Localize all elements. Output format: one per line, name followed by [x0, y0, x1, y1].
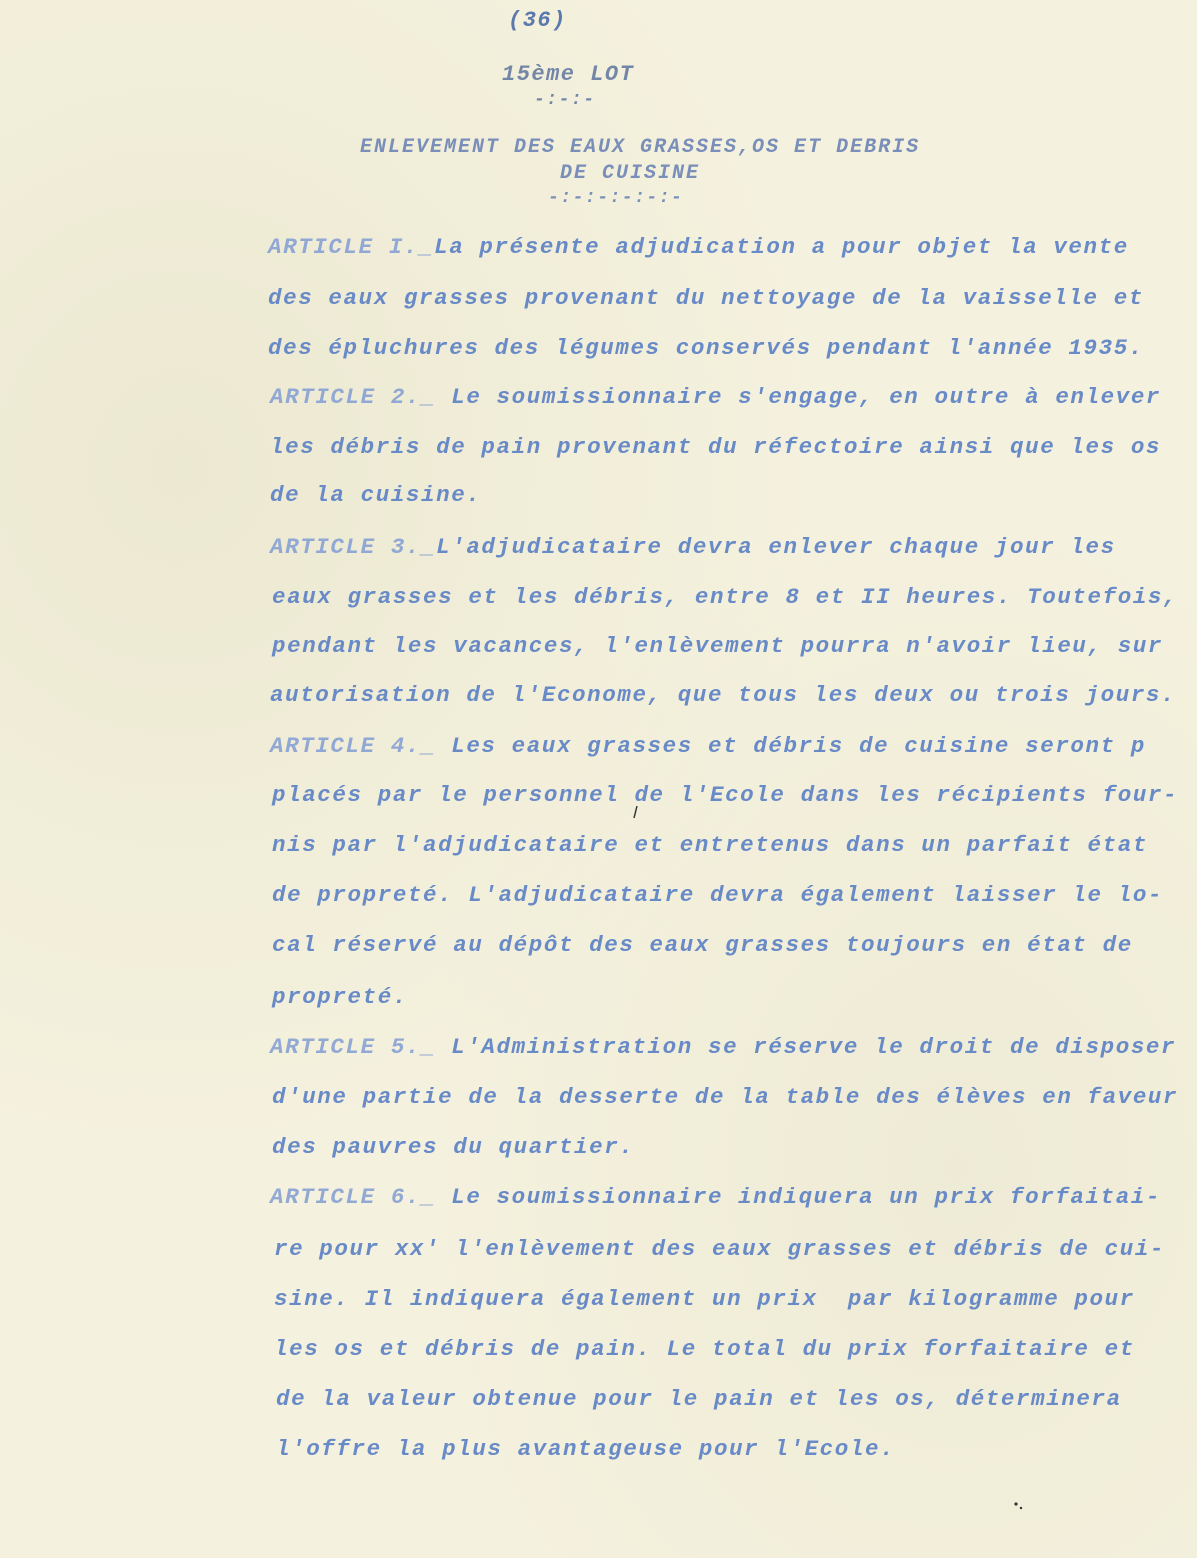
article-6-line-2: re pour xx' l'enlèvement des eaux grasses et débris de cui- — [274, 1236, 1166, 1262]
ink-speck-1 — [634, 806, 637, 818]
article-3-line-2: eaux grasses et les débris, entre 8 et II heures. Toutefois, — [272, 584, 1179, 610]
article-1-line-2: des eaux grasses provenant du nettoyage de la vaisselle et — [268, 285, 1144, 311]
page-number: (36) — [508, 8, 567, 33]
article-3-label: ARTICLE 3._ — [270, 534, 437, 560]
title-separator: -:-:-:-:-:- — [548, 188, 684, 208]
article-4-line-6: propreté. — [272, 984, 408, 1010]
document-title-line-2: DE CUISINE — [560, 162, 701, 185]
article-1-label: ARTICLE I._ — [268, 234, 435, 260]
article-3-text: L'adjudicataire devra enlever chaque jour les — [436, 534, 1116, 560]
article-4-line-3: nis par l'adjudicataire et entretenus dans un parfait état — [272, 832, 1148, 858]
article-2-line-3: de la cuisine. — [270, 482, 482, 508]
article-5-label: ARTICLE 5._ — [270, 1034, 437, 1060]
lot-separator: -:-:- — [534, 90, 596, 110]
article-6-label: ARTICLE 6._ — [270, 1184, 437, 1210]
article-5-line-2: d'une partie de la desserte de la table des élèves en faveur — [272, 1084, 1179, 1110]
article-2-line-2: les débris de pain provenant du réfectoire ainsi que les os — [270, 434, 1162, 460]
article-4-text: Les eaux grasses et débris de cuisine seront p — [436, 733, 1146, 759]
article-3-line-4: autorisation de l'Econome, que tous les deux ou trois jours. — [270, 682, 1177, 708]
article-4-label: ARTICLE 4._ — [270, 733, 437, 759]
article-4-line-4: de propreté. L'adjudicataire devra également laisser le lo- — [272, 882, 1164, 908]
article-6-line-6: l'offre la plus avantageuse pour l'Ecole. — [276, 1436, 896, 1462]
lot-title: 15ème LOT — [502, 62, 635, 87]
article-2-text: Le soumissionnaire s'engage, en outre à enlever — [436, 384, 1162, 410]
article-3-line-3: pendant les vacances, l'enlèvement pourra n'avoir lieu, sur — [272, 633, 1164, 659]
document-title-line-1: ENLEVEMENT DES EAUX GRASSES,OS ET DEBRIS — [360, 136, 921, 159]
ink-speck-3 — [1020, 1507, 1022, 1509]
article-6-line-3: sine. Il indiquera également un prix par kilogramme pour — [274, 1286, 1135, 1312]
article-1-text: La présente adjudication a pour objet la vente — [434, 234, 1129, 260]
article-6-text: Le soumissionnaire indiquera un prix forfaitai- — [436, 1184, 1162, 1210]
article-6-line-4: les os et débris de pain. Le total du prix forfaitaire et — [274, 1336, 1135, 1362]
article-6-line-5: de la valeur obtenue pour le pain et les os, déterminera — [276, 1386, 1122, 1412]
article-2-label: ARTICLE 2._ — [270, 384, 437, 410]
article-4-line-2: placés par le personnel de l'Ecole dans les récipients four- — [272, 782, 1179, 808]
ink-speck-2 — [1014, 1502, 1017, 1505]
article-1-line-3: des épluchures des légumes conservés pendant l'année 1935. — [268, 335, 1144, 361]
article-5-line-3: des pauvres du quartier. — [272, 1134, 635, 1160]
article-5-text: L'Administration se réserve le droit de disposer — [436, 1034, 1177, 1060]
article-4-line-5: cal réservé au dépôt des eaux grasses toujours en état de — [272, 932, 1133, 958]
